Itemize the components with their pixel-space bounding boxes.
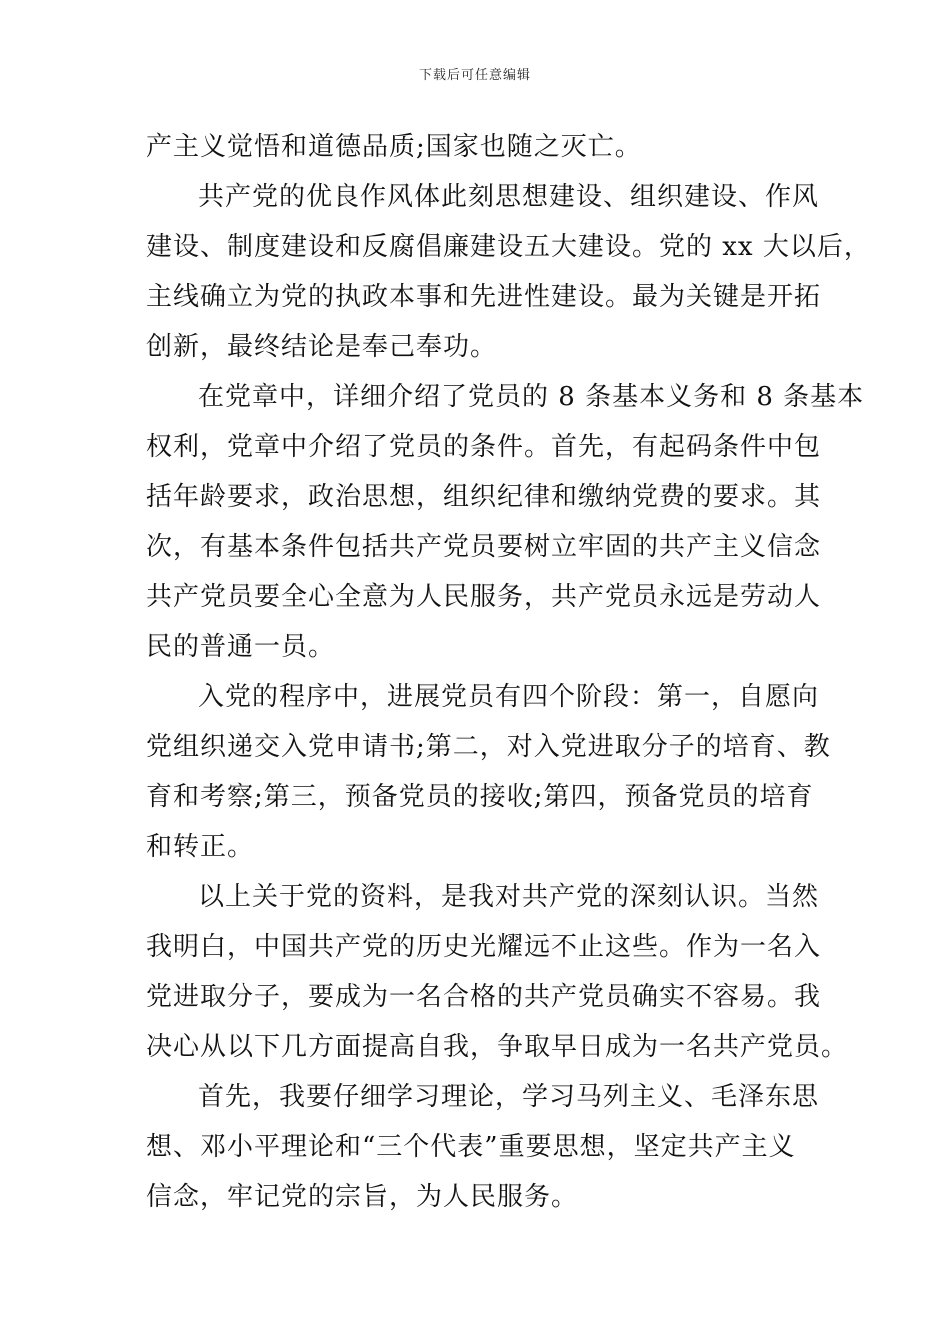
text-line: 民的普通一员。 bbox=[146, 632, 336, 662]
page-header: 下载后可任意编辑 bbox=[418, 68, 531, 83]
text-line: 党进取分子，要成为一名合格的共产党员确实不容易。我 bbox=[146, 982, 822, 1012]
text-line: 产主义觉悟和道德品质;国家也随之灭亡。 bbox=[146, 132, 642, 162]
paragraph-first-line: 首先，我要仔细学习理论，学习马列主义、毛泽东思 bbox=[198, 1082, 820, 1112]
text-line: 信念，牢记党的宗旨，为人民服务。 bbox=[146, 1182, 579, 1212]
text-line: 权利，党章中介绍了党员的条件。首先，有起码条件中包 bbox=[146, 432, 822, 462]
text-line: 育和考察;第三，预备党员的接收;第四，预备党员的培育 bbox=[146, 782, 814, 812]
text-line: 和转正。 bbox=[146, 832, 255, 862]
text-line: 次，有基本条件包括共产党员要树立牢固的共产主义信念 bbox=[146, 532, 822, 562]
text-line: 共产党员要全心全意为人民服务，共产党员永远是劳动人 bbox=[146, 582, 822, 612]
paragraph-first-line: 在党章中，详细介绍了党员的 8 条基本义务和 8 条基本 bbox=[198, 382, 865, 412]
text-line: 党组织递交入党申请书;第二，对入党进取分子的培育、教 bbox=[146, 732, 831, 762]
text-line: 创新，最终结论是奉己奉功。 bbox=[146, 332, 498, 362]
text-line: 决心从以下几方面提高自我，争取早日成为一名共产党员。 bbox=[146, 1032, 849, 1062]
text-line: 主线确立为党的执政本事和先进性建设。最为关键是开拓 bbox=[146, 282, 822, 312]
text-line: 我明白，中国共产党的历史光耀远不止这些。作为一名入 bbox=[146, 932, 822, 962]
paragraph-first-line: 入党的程序中，进展党员有四个阶段：第一，自愿向 bbox=[198, 682, 820, 712]
text-line: 想、邓小平理论和“三个代表”重要思想，坚定共产主义 bbox=[146, 1132, 796, 1162]
paragraph-first-line: 以上关于党的资料，是我对共产党的深刻认识。当然 bbox=[198, 882, 820, 912]
paragraph-first-line: 共产党的优良作风体此刻思想建设、组织建设、作风 bbox=[198, 182, 820, 212]
text-line: 括年龄要求，政治思想，组织纪律和缴纳党费的要求。其 bbox=[146, 482, 822, 512]
text-line: 建设、制度建设和反腐倡廉建设五大建设。党的 xx 大以后， bbox=[146, 232, 871, 262]
